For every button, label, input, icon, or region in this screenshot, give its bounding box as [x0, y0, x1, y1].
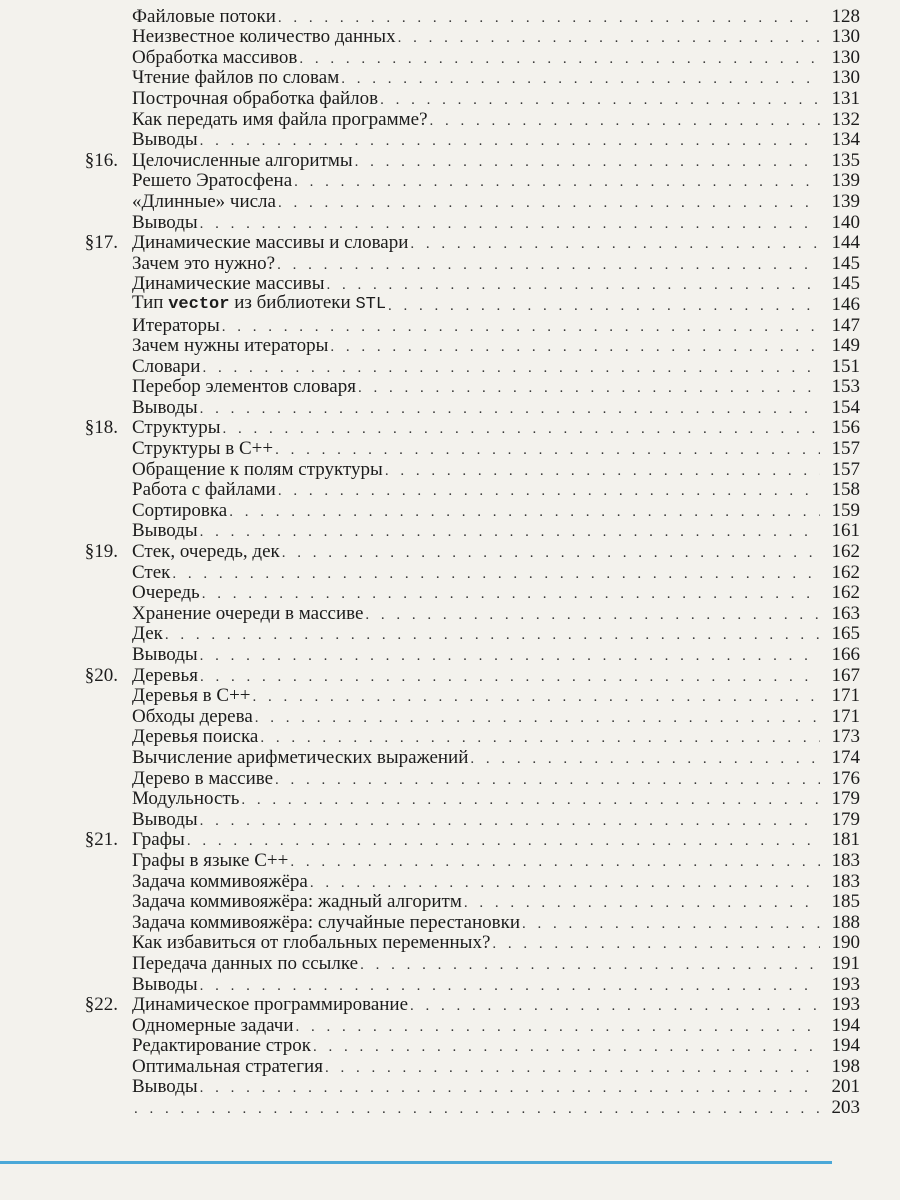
entry-title: Сортировка	[132, 499, 228, 521]
entry-title: Деревья поиска	[132, 726, 259, 748]
entry-title: Деревья	[132, 664, 198, 686]
toc-entry	[30, 747, 860, 768]
entry-title: Как избавиться от глобальных переменных?	[132, 932, 491, 954]
toc-entry	[30, 541, 860, 562]
dot-leader	[310, 874, 820, 892]
dot-leader	[200, 215, 820, 233]
page-number: 151	[831, 355, 860, 377]
page-number: 131	[831, 87, 860, 109]
dot-leader	[327, 276, 821, 294]
entry-title: Задача коммивояжёра	[132, 870, 308, 892]
page-number: 179	[831, 808, 860, 830]
entry-title-part: Тип	[132, 291, 169, 313]
dot-leader	[200, 812, 820, 830]
page-number: 185	[831, 891, 860, 913]
entry-title: Обработка массивов	[132, 46, 298, 68]
section-number: §20.	[84, 664, 118, 686]
page-number: 149	[831, 335, 860, 357]
dot-leader	[202, 585, 820, 603]
section-number: §19.	[84, 541, 118, 563]
toc-entry	[30, 809, 860, 830]
dot-leader	[430, 112, 820, 130]
page-number: 163	[831, 602, 860, 624]
page-number: 135	[831, 149, 860, 171]
page-number: 183	[831, 870, 860, 892]
dot-leader	[200, 977, 820, 995]
page-number: 130	[831, 67, 860, 89]
bottom-rule	[0, 1161, 832, 1164]
dot-leader	[165, 626, 820, 644]
dot-leader	[290, 853, 820, 871]
toc-entry	[30, 850, 860, 871]
dot-leader	[200, 132, 820, 150]
dot-leader	[275, 771, 820, 789]
toc-entry	[30, 68, 860, 89]
toc-entry	[30, 1097, 860, 1118]
toc-entry	[30, 727, 860, 748]
toc-entry	[30, 291, 860, 315]
page-number: 157	[831, 438, 860, 460]
entry-title: Как передать имя файла программе?	[132, 108, 428, 130]
page-number: 181	[831, 829, 860, 851]
entry-title-part: vector	[168, 294, 230, 314]
entry-title: Структуры	[132, 417, 221, 439]
toc-entry	[30, 253, 860, 274]
toc-entry	[30, 624, 860, 645]
section-number: §16.	[84, 149, 118, 171]
page-number: 130	[831, 46, 860, 68]
dot-leader	[255, 709, 820, 727]
dot-leader	[299, 50, 820, 68]
page-number: 161	[831, 520, 860, 542]
toc-entry	[30, 583, 860, 604]
dot-leader	[380, 91, 820, 109]
section-number: §21.	[84, 829, 118, 851]
toc-entry	[30, 665, 860, 686]
dot-leader	[202, 359, 820, 377]
dot-leader	[410, 997, 820, 1015]
toc-entry	[30, 150, 860, 171]
page-number: 134	[831, 129, 860, 151]
entry-title: Модульность	[132, 788, 240, 810]
entry-title: Вычисление арифметических выражений	[132, 746, 469, 768]
entry-title: Зачем нужны итераторы	[132, 335, 329, 357]
dot-leader	[282, 544, 820, 562]
toc-entry	[30, 706, 860, 727]
toc-entry	[30, 686, 860, 707]
toc-entry	[30, 315, 860, 336]
dot-leader	[464, 894, 820, 912]
toc-entry	[30, 1056, 860, 1077]
dot-leader	[222, 318, 820, 336]
entry-title: Деревья в C++	[132, 685, 251, 707]
page-number: 162	[831, 541, 860, 563]
entry-title: Редактирование строк	[132, 1035, 311, 1057]
page-number: 139	[831, 170, 860, 192]
toc-entry	[30, 1077, 860, 1098]
entry-title: Работа с файлами	[132, 479, 276, 501]
entry-title: «Длинные» числа	[132, 190, 276, 212]
page-number: 154	[831, 396, 860, 418]
toc-entry	[30, 418, 860, 439]
dot-leader	[325, 1059, 820, 1077]
entry-title: Динамические массивы	[132, 273, 325, 295]
entry-title: Целочисленные алгоритмы	[132, 149, 353, 171]
toc-entry	[30, 995, 860, 1016]
page-number: 140	[831, 211, 860, 233]
page-number: 203	[831, 1097, 860, 1119]
dot-leader	[385, 462, 820, 480]
toc-entry	[30, 233, 860, 254]
entry-title: Словари	[132, 355, 201, 377]
page-number: 132	[831, 108, 860, 130]
dot-leader	[360, 956, 820, 974]
dot-leader	[522, 915, 820, 933]
entry-title: Задача коммивояжёра: жадный алгоритм	[132, 891, 462, 913]
toc-entry	[30, 191, 860, 212]
dot-leader	[223, 420, 820, 438]
dot-leader	[358, 379, 820, 397]
entry-title: Выводы	[132, 520, 198, 542]
dot-leader	[296, 1018, 820, 1036]
page-number: 167	[831, 664, 860, 686]
toc-entry	[30, 830, 860, 851]
page-number: 165	[831, 623, 860, 645]
dot-leader	[470, 750, 820, 768]
toc-entry	[30, 892, 860, 913]
page-number: 145	[831, 252, 860, 274]
page-number: 183	[831, 849, 860, 871]
dot-leader	[278, 482, 820, 500]
entry-title: Выводы	[132, 396, 198, 418]
page-number: 162	[831, 582, 860, 604]
toc-entry	[30, 377, 860, 398]
toc-entry	[30, 603, 860, 624]
page-number: 193	[831, 994, 860, 1016]
entry-title: Дерево в массиве	[132, 767, 274, 789]
dot-leader	[200, 523, 820, 541]
dot-leader	[200, 647, 820, 665]
page-number: 128	[831, 5, 860, 27]
toc-entry	[30, 1015, 860, 1036]
page-number: 176	[831, 767, 860, 789]
section-number: §17.	[84, 232, 118, 254]
page-number: 173	[831, 726, 860, 748]
page-number: 153	[831, 376, 860, 398]
toc-entry	[30, 47, 860, 68]
toc-entry	[30, 768, 860, 789]
page-number: 171	[831, 705, 860, 727]
dot-leader	[410, 235, 820, 253]
page-number: 194	[831, 1035, 860, 1057]
page-number: 194	[831, 1014, 860, 1036]
dot-leader	[241, 791, 820, 809]
page-number: 146	[831, 293, 860, 315]
toc-entry	[30, 933, 860, 954]
toc-entry	[30, 480, 860, 501]
dot-leader	[229, 503, 820, 521]
entry-title: Очередь	[132, 582, 200, 604]
page-number: 174	[831, 746, 860, 768]
entry-title: Чтение файлов по словам	[132, 67, 340, 89]
toc-entry	[30, 562, 860, 583]
page-number: 191	[831, 952, 860, 974]
dot-leader	[200, 1079, 820, 1097]
dot-leader	[187, 832, 820, 850]
entry-title: Графы в языке C++	[132, 849, 289, 871]
entry-title: Выводы	[132, 129, 198, 151]
entry-title: Выводы	[132, 808, 198, 830]
page-number: 139	[831, 190, 860, 212]
toc-entry	[30, 397, 860, 418]
dot-leader	[398, 29, 820, 47]
page-number: 157	[831, 458, 860, 480]
page-number: 130	[831, 26, 860, 48]
toc-entry	[30, 974, 860, 995]
page-number: 171	[831, 685, 860, 707]
toc-entry	[30, 500, 860, 521]
dot-leader	[313, 1038, 820, 1056]
toc-entry	[30, 912, 860, 933]
entry-title: Выводы	[132, 644, 198, 665]
page-number: 188	[831, 911, 860, 933]
dot-leader	[365, 606, 820, 624]
table-of-contents	[30, 6, 860, 1118]
page-number: 201	[831, 1076, 860, 1098]
entry-title: Решето Эратосфена	[132, 170, 293, 192]
toc-entry	[30, 521, 860, 542]
entry-title: Обходы дерева	[132, 705, 253, 727]
dot-leader	[260, 729, 820, 747]
dot-leader	[330, 338, 820, 356]
section-number: §22.	[84, 994, 118, 1016]
toc-entry	[30, 438, 860, 459]
page-number: 159	[831, 499, 860, 521]
entry-title: Стек	[132, 561, 171, 583]
entry-title: Динамические массивы и словари	[132, 232, 409, 254]
toc-entry	[30, 212, 860, 233]
entry-title: Обращение к полям структуры	[132, 458, 383, 480]
dot-leader	[492, 935, 820, 953]
entry-title: Перебор элементов словаря	[132, 376, 356, 398]
dot-leader	[200, 400, 820, 418]
toc-entry	[30, 130, 860, 151]
entry-title: Хранение очереди в массиве	[132, 602, 364, 624]
entry-title: Передача данных по ссылке	[132, 952, 359, 974]
toc-entry	[30, 6, 860, 27]
entry-title-part: STL	[355, 294, 387, 314]
page-number: 145	[831, 273, 860, 295]
dot-leader	[275, 441, 820, 459]
dot-leader	[200, 668, 820, 686]
entry-title: Итераторы	[132, 314, 220, 336]
page-number: 190	[831, 932, 860, 954]
entry-title: Дек	[132, 623, 163, 645]
entry-title: Построчная обработка файлов	[132, 87, 379, 109]
dot-leader	[278, 194, 820, 212]
page-number: 158	[831, 479, 860, 501]
dot-leader	[134, 1100, 820, 1118]
dot-leader	[341, 70, 820, 88]
entry-title	[132, 293, 386, 315]
dot-leader	[388, 297, 820, 315]
toc-entry	[30, 644, 860, 665]
page-number: 193	[831, 973, 860, 995]
dot-leader	[355, 153, 820, 171]
entry-title: Одномерные задачи	[132, 1014, 294, 1036]
page-number: 166	[831, 644, 860, 665]
toc-entry	[30, 27, 860, 48]
toc-entry	[30, 109, 860, 130]
page-number: 198	[831, 1055, 860, 1077]
toc-entry	[30, 459, 860, 480]
dot-leader	[278, 9, 820, 27]
entry-title: Динамическое программирование	[132, 994, 409, 1016]
toc-entry	[30, 88, 860, 109]
entry-title: Оптимальная стратегия	[132, 1055, 323, 1077]
entry-title: Структуры в C++	[132, 438, 274, 460]
entry-title-part: из библиотеки	[229, 291, 356, 313]
entry-title: Неизвестное количество данных	[132, 26, 396, 48]
toc-entry	[30, 1036, 860, 1057]
page-number: 147	[831, 314, 860, 336]
entry-title: Выводы	[132, 973, 198, 995]
entry-title: Выводы	[132, 211, 198, 233]
toc-entry	[30, 171, 860, 192]
entry-title: Зачем это нужно?	[132, 252, 276, 274]
page-number: 162	[831, 561, 860, 583]
entry-title: Выводы	[132, 1076, 198, 1098]
entry-title: Файловые потоки	[132, 5, 276, 27]
toc-entry	[30, 336, 860, 357]
page-number: 156	[831, 417, 860, 439]
toc-entry	[30, 953, 860, 974]
entry-title: Графы	[132, 829, 185, 851]
entry-title: Задача коммивояжёра: случайные перестановки	[132, 911, 521, 933]
toc-entry	[30, 356, 860, 377]
toc-entry	[30, 789, 860, 810]
page-number: 144	[831, 232, 860, 254]
dot-leader	[294, 173, 820, 191]
entry-title: Стек, очередь, дек	[132, 541, 280, 563]
toc-entry	[30, 871, 860, 892]
dot-leader	[253, 688, 820, 706]
dot-leader	[277, 256, 820, 274]
page-number: 179	[831, 788, 860, 810]
dot-leader	[172, 565, 820, 583]
section-number: §18.	[84, 417, 118, 439]
